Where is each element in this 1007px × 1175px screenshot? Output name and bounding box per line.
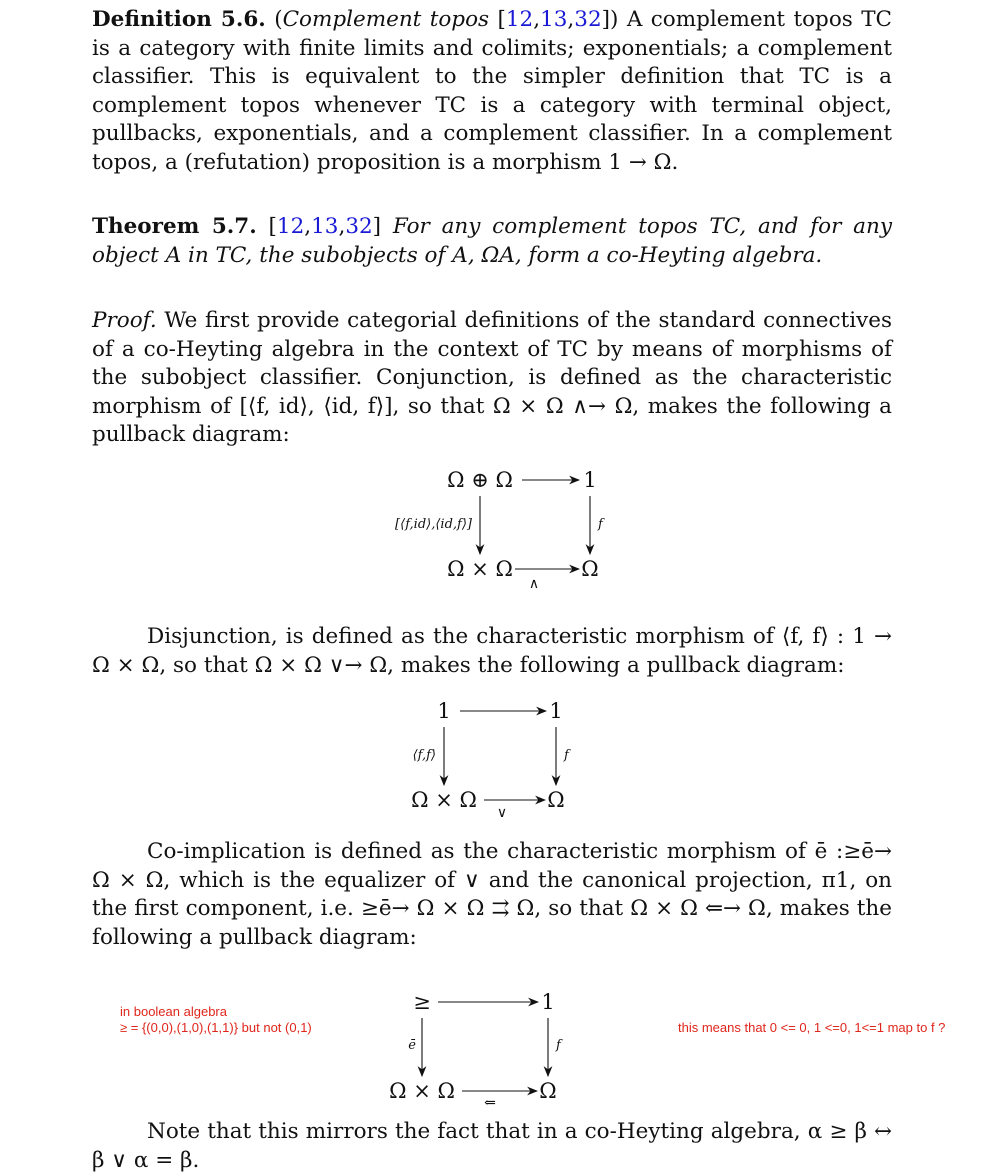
definition-label: Definition 5.6.: [92, 7, 266, 32]
theorem-5-7: Theorem 5.7. [12,13,32] For any complement topos TC, and for any object A in TC, the subobjects of A, ΩA, form a co-Heyting algebra.: [92, 214, 892, 268]
coimplication-pullback-diagram: [350, 983, 640, 1113]
note-paragraph: [92, 1118, 892, 1175]
citation-link[interactable]: 13: [311, 214, 339, 239]
diagram-node: Ω ⊕ Ω: [447, 468, 513, 492]
theorem-body: For any complement topos TC, and for any object A in TC, the subobjects of A, ΩA, form a co-Heyting algebra.: [92, 214, 892, 268]
diagram-node: Ω: [547, 788, 565, 812]
diagram-node: 1: [437, 699, 451, 723]
conjunction-pullback-diagram: [350, 462, 640, 592]
note-body: Note that this mirrors the fact that in a co-Heyting algebra, α ≥ β ↔ β ∨ α = β.: [92, 1119, 892, 1173]
proof-paragraph: [92, 307, 892, 450]
disjunction-paragraph: [92, 623, 892, 680]
diagram-node: Ω × Ω: [389, 1079, 455, 1103]
diagram-node: Ω: [539, 1079, 557, 1103]
citation-link[interactable]: 13: [540, 7, 568, 32]
citation-link[interactable]: 12: [505, 7, 534, 32]
diagram-node: 1: [583, 468, 597, 492]
disjunction-pullback-diagram: [350, 692, 640, 822]
arrow-label: ē: [408, 1038, 416, 1053]
arrow-label: ⟨f,f⟩: [412, 748, 436, 763]
proof-body: We first provide categorial definitions of the standard connectives of a co-Heyting algebra in the context of TC by means of morphisms of the subobject classifier. Conjunction, is defined as the characteristic morphism of [⟨f, id⟩, ⟨id, f⟩], so that Ω × Ω ∧→ Ω, makes the following a pullback diagram:: [92, 308, 892, 447]
citation-link[interactable]: 12: [276, 214, 305, 239]
arrow-label: f: [598, 517, 603, 532]
theorem-label: Theorem 5.7.: [92, 214, 257, 239]
proof-label: Proof.: [92, 308, 157, 333]
citation-link[interactable]: 32: [345, 214, 373, 239]
diagram-node: 1: [541, 990, 555, 1014]
disjunction-body: Disjunction, is defined as the characteristic morphism of ⟨f, f⟩ : 1 → Ω × Ω, so that Ω × Ω ∨→ Ω, makes the following a pullback diagram:: [92, 624, 892, 678]
arrow-label: ∧: [528, 576, 540, 592]
diagram-node: 1: [549, 699, 563, 723]
definition-name: Complement topos: [282, 7, 490, 32]
diagram-node: Ω × Ω: [411, 788, 477, 812]
diagram-node: ≥: [413, 990, 431, 1014]
coimplication-paragraph: [92, 838, 892, 952]
arrow-label: f: [564, 748, 569, 763]
citation-link[interactable]: 32: [574, 7, 602, 32]
arrow-label: [⟨f,id⟩,⟨id,f⟩]: [395, 517, 472, 532]
arrow-label: ∨: [496, 805, 508, 821]
arrow-label: ⇐: [484, 1095, 496, 1111]
annotation-left: in boolean algebra ≥ = {(0,0),(1,0),(1,1)} but not (0,1): [120, 1004, 312, 1035]
diagram-node: Ω: [581, 557, 599, 581]
definition-body: A complement topos TC is a category with finite limits and colimits; exponentials; a complement classifier. This is equivalent to the simpler definition that TC is a complement topos whenever TC is a category with terminal object, pullbacks, exponentials, and a complement classifier. In a complement topos, a (refutation) proposition is a morphism 1 → Ω.: [92, 7, 892, 175]
arrow-label: f: [556, 1038, 561, 1053]
coimplication-body: Co-implication is defined as the characteristic morphism of ē :≥ē→ Ω × Ω, which is the equalizer of ∨ and the canonical projection, π1, on the first component, i.e. ≥ē→ Ω × Ω ⇉ Ω, so that Ω × Ω ⇐→ Ω, makes the following a pullback diagram:: [92, 839, 892, 950]
annotation-right: this means that 0 <= 0, 1 <=0, 1<=1 map to f ?: [678, 1020, 946, 1035]
definition-5-6: Definition 5.6. (Complement topos [12,13,32]) A complement topos TC is a category with finite limits and colimits; exponentials; a complement classifier. This is equivalent to the simpler definition that TC is a complement topos whenever TC is a category with terminal object, pullbacks, exponentials, and a complement classifier. In a complement topos, a (refutation) proposition is a morphism 1 → Ω.: [92, 7, 892, 175]
diagram-node: Ω × Ω: [447, 557, 513, 581]
